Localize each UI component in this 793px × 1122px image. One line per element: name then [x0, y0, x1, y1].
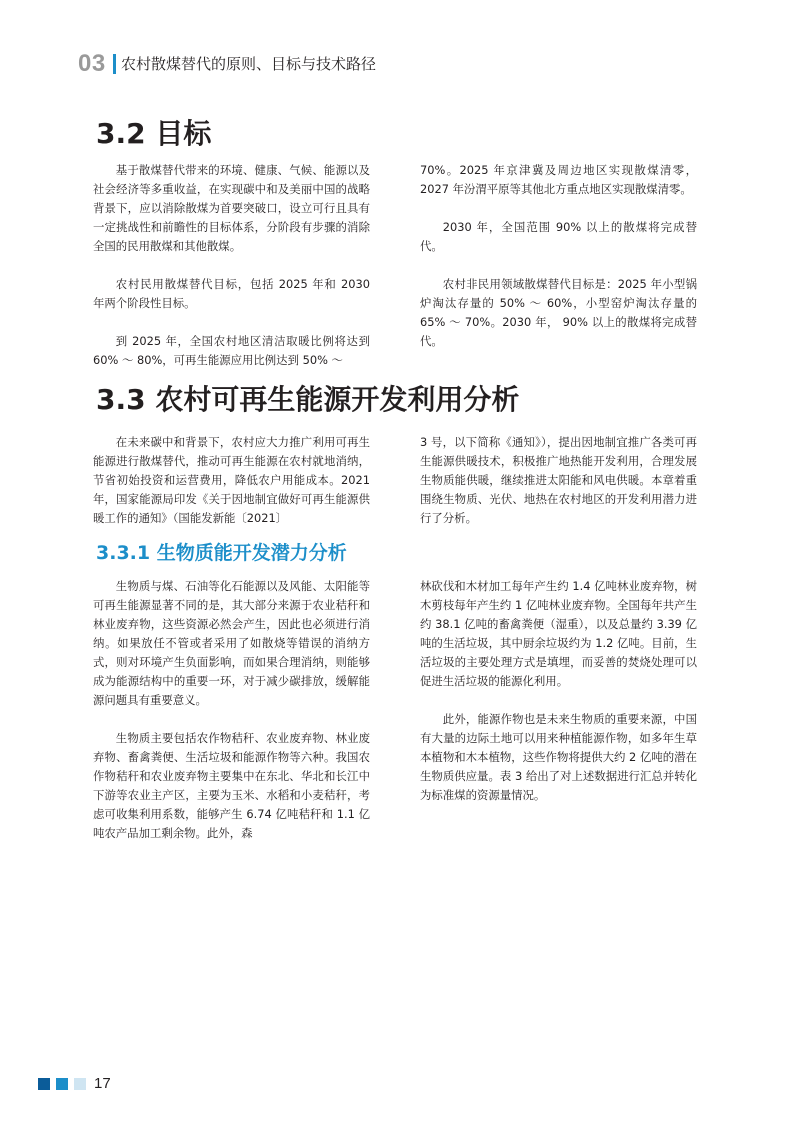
footer-square-light: [74, 1078, 86, 1090]
footer-square-dark: [38, 1078, 50, 1090]
paragraph: 3 号，以下简称《通知》），提出因地制宜推广各类可再生能源供暖技术，积极推广地热能开发利用，合理发展生物质能供暖，继续推进太阳能和风电供暖。本章着重围绕生物质、光伏、地热在农村地区的开发利用潜力进行了分析。: [420, 435, 697, 525]
section-3-2-left-column: [93, 161, 370, 370]
section-3-3-left-column: [93, 433, 370, 528]
section-3-3-right-column: [420, 433, 697, 528]
section-3-3-1-right-column: [420, 577, 697, 805]
footer-square-medium: [56, 1078, 68, 1090]
paragraph: 此外，能源作物也是未来生物质的重要来源，中国有大量的边际土地可以用来种植能源作物，如多年生草本植物和木本植物，这些作物将提供大约 2 亿吨的潜在生物质供应量。表 3 给出了对上述数据进行汇总并转化为标准煤的资源量情况。: [420, 712, 697, 802]
paragraph: 林砍伐和木材加工每年产生约 1.4 亿吨林业废弃物，树木剪枝每年产生约 1 亿吨林业废弃物。全国每年共产生约 38.1 亿吨的畜禽粪便（湿重），以及总量约 3.39 亿吨的生活垃圾，其中厨余垃圾约为 1.2 亿吨。目前，生活垃圾的主要处理方式是填埋，而妥善的焚烧处理可以促进生活垃圾的能源化利用。: [420, 579, 697, 688]
chapter-number: 03: [78, 50, 106, 77]
chapter-title: 农村散煤替代的原则、目标与技术路径: [121, 55, 377, 73]
section-3-3-heading: 3.3 农村可再生能源开发利用分析: [96, 383, 520, 416]
paragraph: 2030 年，全国范围 90% 以上的散煤将完成替代。: [420, 220, 697, 253]
section-3-2-heading: 3.2 目标: [96, 117, 212, 150]
paragraph: 到 2025 年，全国农村地区清洁取暖比例将达到 60% ～ 80%，可再生能源应用比例达到 50% ～: [93, 334, 370, 367]
paragraph: 农村民用散煤替代目标，包括 2025 年和 2030 年两个阶段性目标。: [93, 277, 370, 310]
paragraph: 70%。2025 年京津冀及周边地区实现散煤清零，2027 年汾渭平原等其他北方重点地区实现散煤清零。: [420, 163, 697, 196]
paragraph: 农村非民用领域散煤替代目标是：2025 年小型锅炉淘汰存量的 50% ～ 60%，小型窑炉淘汰存量的 65% ～ 70%。2030 年， 90% 以上的散煤将完成替代。: [420, 277, 697, 348]
paragraph: 生物质主要包括农作物秸秆、农业废弃物、林业废弃物、畜禽粪便、生活垃圾和能源作物等六种。我国农作物秸秆和农业废弃物主要集中在东北、华北和长江中下游等农业主产区，主要为玉米、水稻和小麦秸秆，考虑可收集利用系数，能够产生 6.74 亿吨秸秆和 1.1 亿吨农产品加工剩余物。此外，森: [93, 731, 370, 840]
paragraph: 基于散煤替代带来的环境、健康、气候、能源以及社会经济等多重收益，在实现碳中和及美丽中国的战略背景下，应以消除散煤为首要突破口，设立可行且具有一定挑战性和前瞻性的目标体系，分阶段有步骤的消除全国的民用散煤和其他散煤。: [93, 163, 370, 253]
paragraph: 在未来碳中和背景下，农村应大力推广利用可再生能源进行散煤替代，推动可再生能源在农村就地消纳，节省初始投资和运营费用，降低农户用能成本。2021 年，国家能源局印发《关于因地制宜做好可再生能源供暖工作的通知》（国能发新能〔2021〕: [93, 435, 370, 525]
section-3-3-1-left-column: [93, 577, 370, 843]
section-3-3-1-heading: 3.3.1 生物质能开发潜力分析: [96, 542, 347, 564]
paragraph: 生物质与煤、石油等化石能源以及风能、太阳能等可再生能源显著不同的是，其大部分来源于农业秸秆和林业废弃物，这些资源必然会产生，因此也必须进行消纳。如果放任不管或者采用了如散烧等错误的消纳方式，则对环境产生负面影响，而如果合理消纳，则能够成为能源结构中的重要一环，对于减少碳排放，缓解能源问题具有重要意义。: [93, 579, 370, 707]
section-3-2-right-column: [420, 161, 697, 351]
page-number: 17: [94, 1075, 111, 1092]
chapter-divider-bar: [113, 54, 116, 74]
